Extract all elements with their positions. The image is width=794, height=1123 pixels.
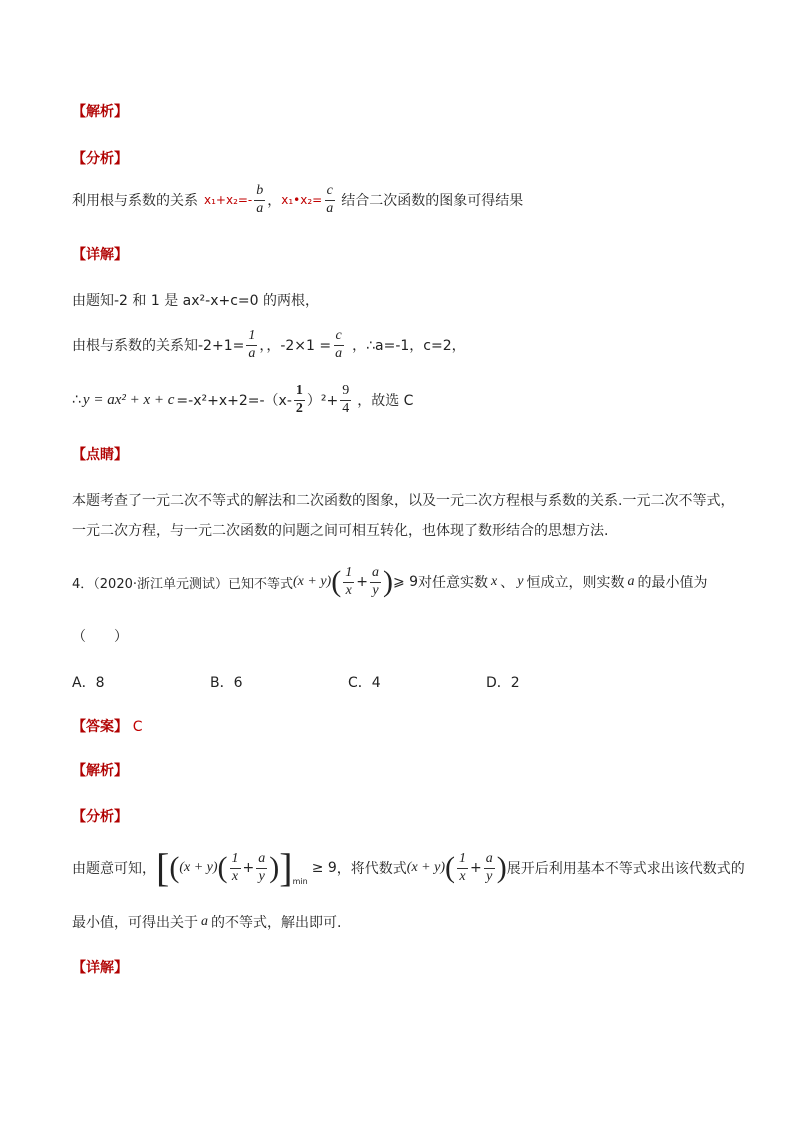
numerator: b: [254, 184, 265, 201]
text-segment: ，，-2×1 =: [259, 338, 332, 355]
expr-x-plus-y: (x + y): [406, 860, 445, 875]
analysis-text-1: [72, 184, 523, 216]
numerator: c: [334, 329, 344, 346]
plus-sign: +: [242, 860, 255, 876]
fraction-1-over-2: [294, 384, 305, 416]
options-row: [72, 672, 624, 692]
plus-sign: +: [469, 860, 482, 876]
denominator: a: [335, 345, 343, 361]
fraction-a-over-y: [256, 852, 267, 884]
left-paren: (: [169, 851, 180, 884]
fraction-1-over-x: [457, 852, 468, 884]
section-heading-remark: 【点睛】: [72, 447, 128, 463]
denominator: 4: [342, 400, 350, 416]
section-heading-detail-2: 【详解】: [72, 960, 128, 976]
geq-nine: ≥ 9: [311, 860, 337, 876]
text-segment: 的最小值为: [637, 575, 708, 592]
detail-line-3: [72, 384, 413, 416]
left-paren: (: [217, 851, 228, 884]
option-b[interactable]: B．6: [210, 675, 243, 691]
denominator: a: [256, 200, 264, 216]
right-bracket: ]: [279, 845, 293, 890]
formula-sum: x₁+x₂=-: [204, 193, 253, 208]
geq-nine: ⩾ 9: [392, 574, 419, 591]
fraction-b-over-a: [254, 184, 265, 216]
right-paren: ): [496, 851, 507, 884]
section-heading-breakdown: 【分析】: [72, 151, 128, 167]
text-segment: 由题意可知，: [72, 861, 156, 877]
expr-x-plus-y: (x + y): [293, 574, 332, 590]
numerator: 1: [294, 384, 305, 401]
var-x: x: [491, 574, 498, 590]
numerator: 9: [340, 384, 351, 401]
denominator: y: [372, 582, 379, 598]
text-segment: 由根与系数的关系知-2+1=: [72, 338, 245, 355]
answer-row: [72, 716, 143, 736]
answer-label: 【答案】: [72, 719, 128, 735]
left-bracket: [: [156, 845, 170, 890]
text-segment: ，故选 C: [357, 393, 414, 410]
answer-value: C: [132, 719, 143, 735]
formula-product: x₁•x₂=: [281, 193, 323, 208]
option-a[interactable]: A．8: [72, 675, 105, 691]
separator: ，: [267, 193, 282, 210]
section-heading-analysis-2: 【解析】: [72, 763, 128, 779]
denominator: x: [231, 868, 239, 884]
denominator: x: [459, 868, 466, 884]
plus-sign: +: [356, 574, 368, 591]
text-segment: ）²+: [306, 393, 339, 410]
text-segment: 利用根与系数的关系: [72, 193, 198, 210]
text-segment: ，将代数式: [336, 861, 407, 877]
denominator: 2: [295, 400, 303, 416]
answer-blank: （ ）: [72, 629, 128, 645]
fraction-c-over-a: [324, 184, 335, 216]
text-segment: 恒成立，则实数: [526, 575, 625, 592]
var-a: a: [201, 914, 208, 929]
question-stem: 4．（2020·浙江单元测试）已知不等式: [72, 576, 293, 592]
var-y: y: [517, 574, 524, 590]
fraction-1-over-a: [246, 329, 257, 361]
fraction-9-over-4: [340, 384, 351, 416]
option-d[interactable]: D．2: [486, 675, 520, 691]
detail-line-1: 由题知-2 和 1 是 ax²-x+c=0 的两根，: [72, 293, 319, 309]
option-c[interactable]: C．4: [348, 675, 381, 691]
equation-expression: y = ax² + x + c: [82, 391, 175, 408]
fraction-a-over-y: [484, 852, 495, 884]
numerator: 1: [230, 852, 241, 869]
text-segment: 的不等式，解出即可.: [211, 915, 342, 931]
analysis-text-2-line-2: [72, 912, 341, 932]
numerator: c: [325, 184, 335, 201]
text-segment: =-x²+x+2=-（x-: [176, 393, 292, 410]
fraction-a-over-y: [370, 566, 381, 598]
numerator: a: [484, 852, 495, 869]
left-paren: (: [331, 565, 342, 599]
section-heading-breakdown-2: 【分析】: [72, 809, 128, 825]
remark-line-2: 一元二次方程，与一元二次函数的问题之间可相互转化，也体现了数形结合的思想方法.: [72, 523, 609, 539]
text-segment: 结合二次函数的图象可得结果: [341, 193, 524, 210]
text-segment: 对任意实数: [418, 575, 489, 592]
text-segment: 展开后利用基本不等式求出该代数式的: [506, 861, 745, 877]
expr-x-plus-y: (x + y): [179, 860, 218, 875]
denominator: a: [326, 200, 334, 216]
numerator: 1: [246, 329, 257, 346]
remark-line-1: 本题考查了一元二次不等式的解法和二次函数的图象，以及一元二次方程根与系数的关系.一元二次不等式，: [72, 493, 735, 509]
numerator: 1: [457, 852, 468, 869]
numerator: a: [370, 566, 381, 583]
fraction-1-over-x: [230, 852, 241, 884]
detail-line-2: [72, 329, 466, 361]
fraction-1-over-x: [343, 566, 354, 598]
denominator: a: [248, 345, 256, 361]
min-subscript: min: [292, 877, 308, 886]
section-heading-detail: 【详解】: [72, 247, 128, 263]
var-a: a: [627, 574, 635, 590]
right-paren: ): [269, 851, 280, 884]
therefore-symbol: ∴: [72, 392, 81, 409]
denominator: y: [486, 868, 493, 884]
section-heading-analysis: 【解析】: [72, 104, 128, 120]
text-segment: 最小值，可得出关于: [72, 915, 198, 931]
denominator: x: [345, 582, 352, 598]
text-segment: 、: [500, 575, 515, 592]
text-segment: ，∴a=-1，c=2，: [352, 338, 466, 355]
analysis-text-2: [72, 845, 745, 890]
numerator: 1: [343, 566, 354, 583]
numerator: a: [256, 852, 267, 869]
right-paren: ): [382, 565, 393, 599]
question-4-line: [72, 566, 707, 598]
denominator: y: [258, 868, 265, 884]
left-paren: (: [444, 851, 455, 884]
fraction-c-over-a: [333, 329, 344, 361]
